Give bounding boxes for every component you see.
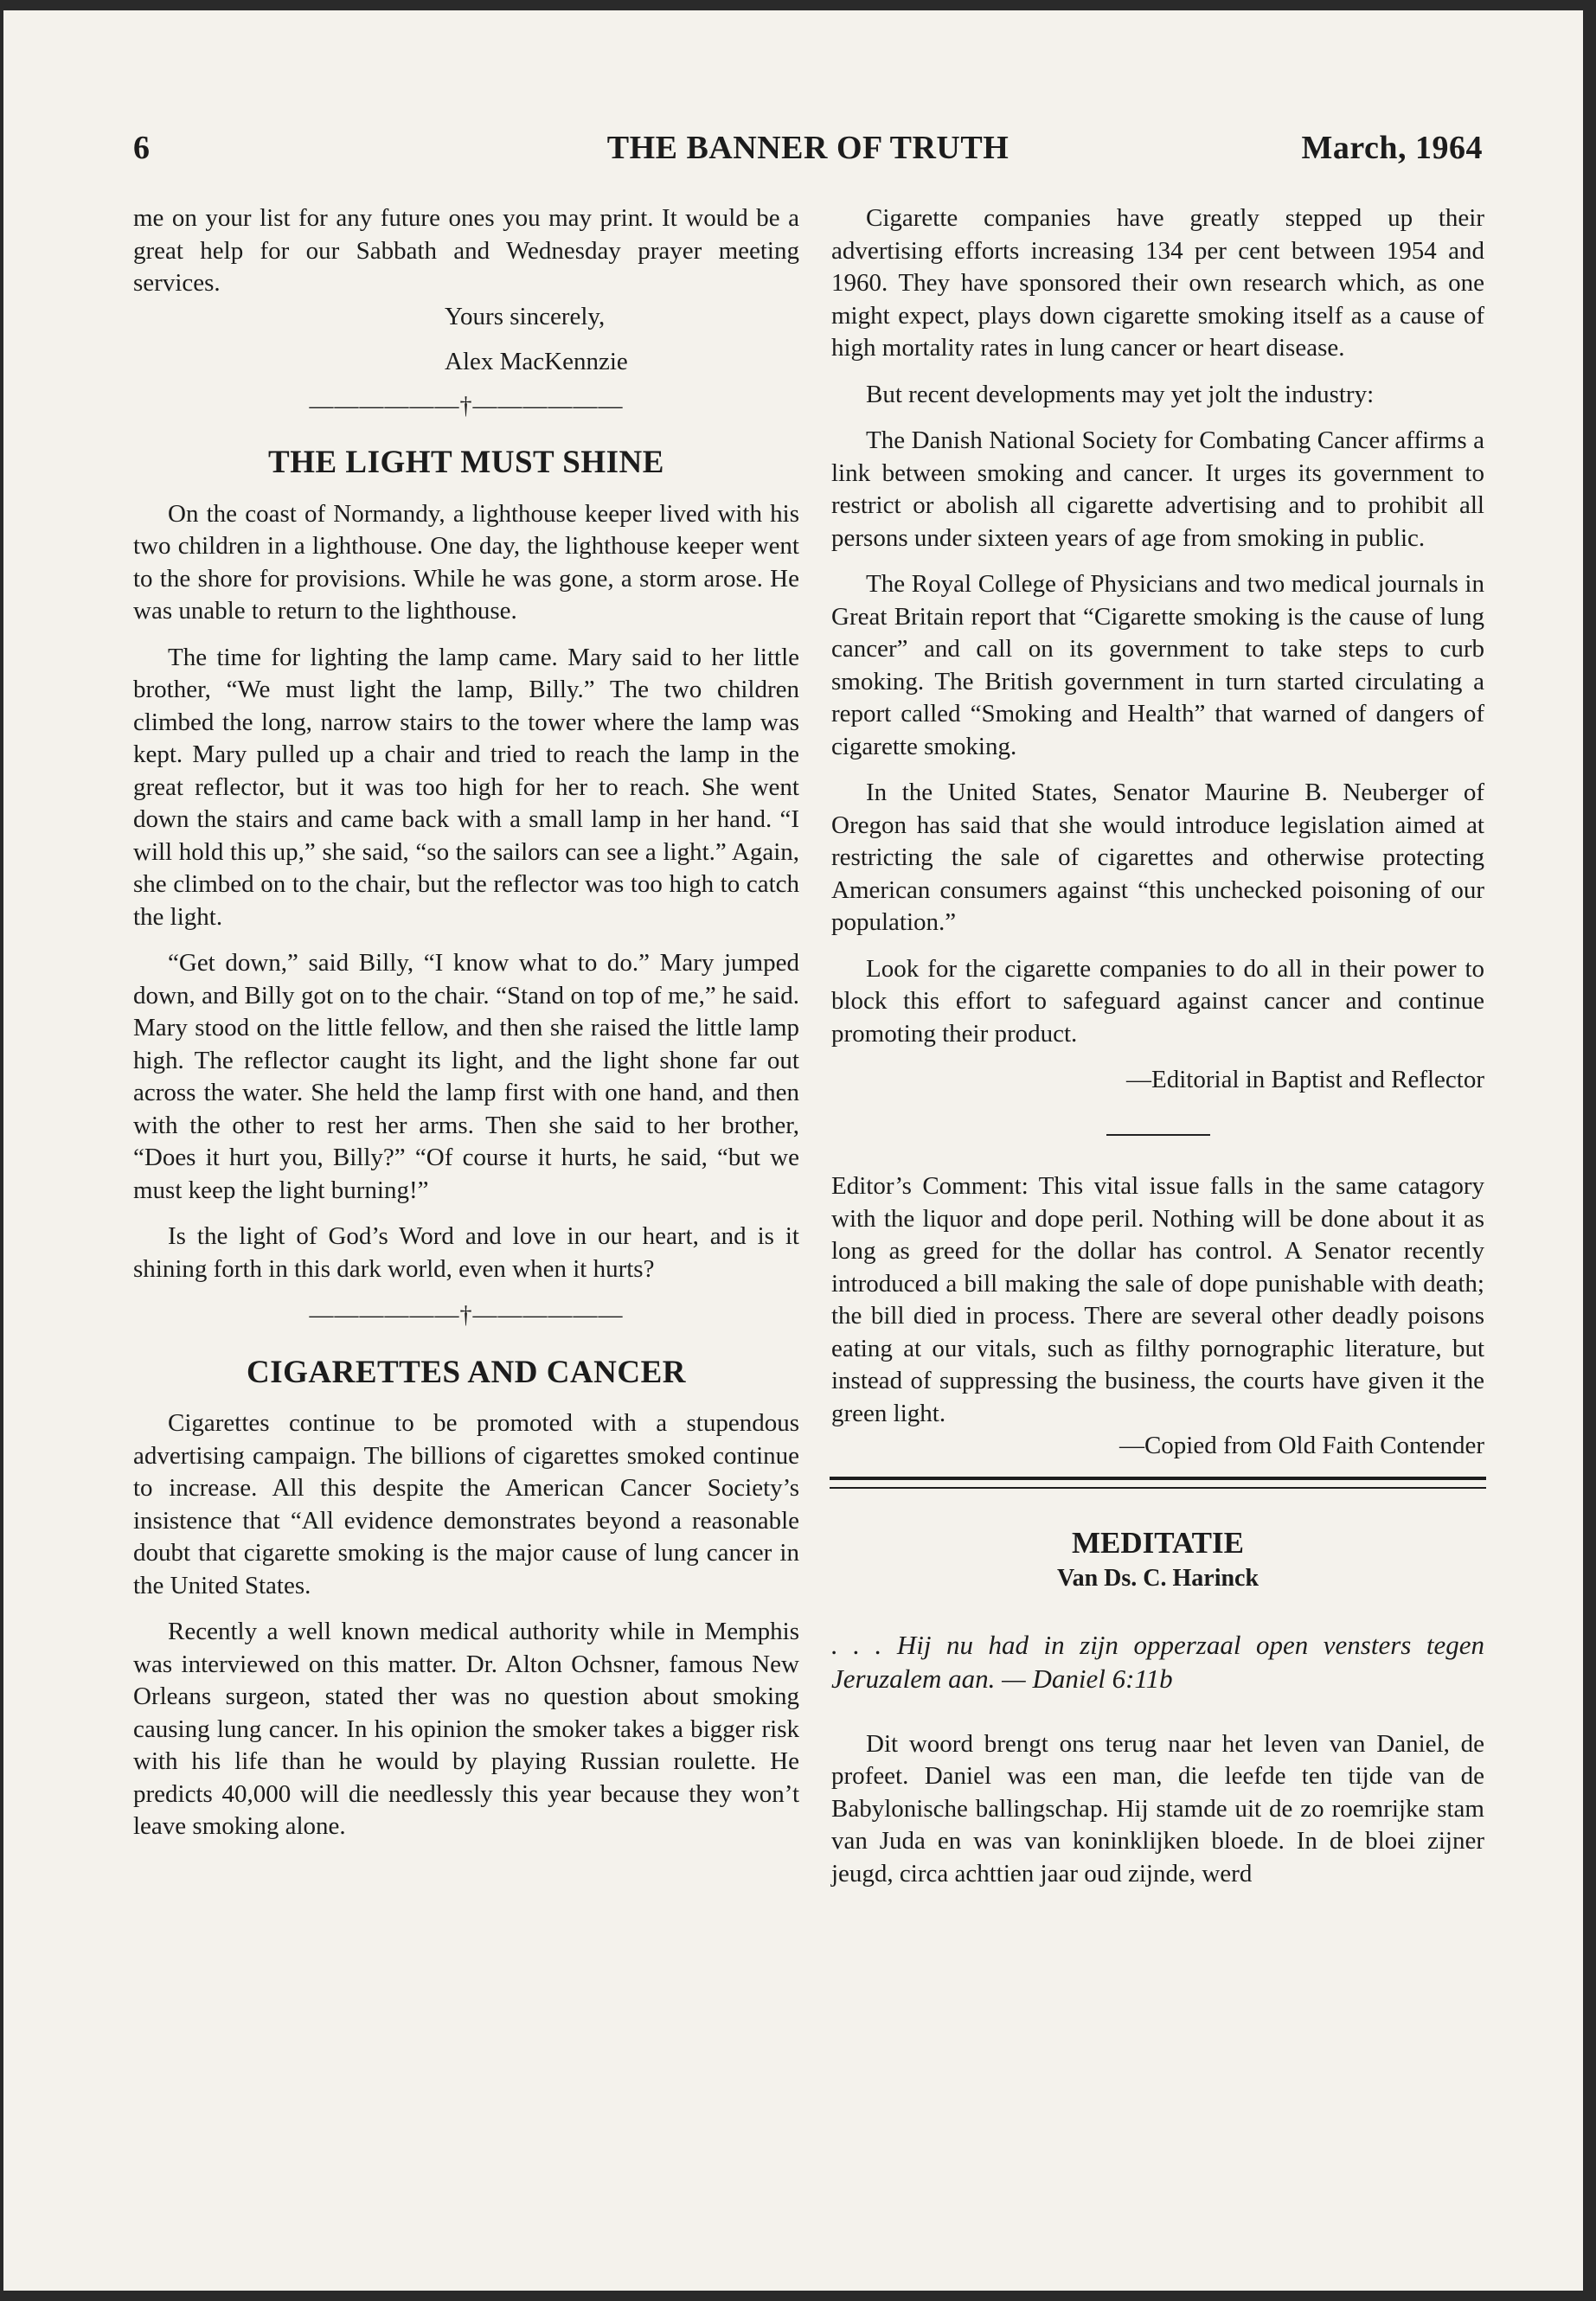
section-separator: ——————†—————— — [309, 392, 624, 420]
left-column — [133, 202, 799, 1857]
article-paragraph: Recently a well known medical authority while in Memphis was interviewed on this matter. Dr. Alton Ochsner, famous New Orleans surgeon, stated ther was no question about smoking causing lung cancer. In his opinion the smoker takes a bigger risk with his life than he would by playing Russian roulette. He predicts 40,000 will die needlessly this year because they won’t leave smoking alone. — [133, 1618, 799, 1840]
article-paragraph: In the United States, Senator Maurine B. Neuberger of Oregon has said that she would introduce legislation aimed at restricting the sale of cigarettes and otherwise protecting American consumers against “this unchecked poisoning of our population.” — [831, 779, 1484, 936]
article-title-light-must-shine: THE LIGHT MUST SHINE — [268, 445, 664, 480]
editor-comment: Editor’s Comment: This vital issue falls in the same catagory with the liquor and dope peril. Nothing will be done about it as long as greed for the dollar has control. A Senator recently introduced a bill making the sale of dope punishable with death; the bill died in process. There are several other deadly poisons eating at our vitals, such as filthy pornographic literature, but instead of suppressing the business, the courts have given it the green light. — [831, 1172, 1484, 1427]
page-header — [133, 129, 1483, 174]
article-paragraph: Look for the cigarette companies to do all in their power to block this effort to safeguard against cancer and continue promoting their product. — [831, 954, 1484, 1048]
article-paragraph: The time for lighting the lamp came. Mary said to her little brother, “We must light the lamp, Billy.” The two children climbed the long, narrow stairs to the tower where the lamp was kept. Mary pulled up a chair and tried to reach the lamp in the great reflector, but it was too high for her to reach. She went down the stairs and came back with a small lamp in her hand. “I will hold this up,” she said, “so the sailors can see a light.” Again, she climbed on to the chair, but the reflector was too high to catch the light. — [133, 643, 799, 931]
right-column — [831, 202, 1484, 1904]
attribution-editorial: —Editorial in Baptist and Reflector — [1126, 1066, 1484, 1093]
article-paragraph: “Get down,” said Billy, “I know what to do.” Mary jumped down, and Billy got on to the chair. “Stand on top of me,” he said. Mary stood on the little fellow, and then she raised the little lamp high. The reflector caught its light, and the light shone far out across the water. She held the lamp first with one hand, and then with the other to rest her arms. Then she said to her brother, “Does it hurt you, Billy?” “Of course it hurts, he said, “but we must keep the light burning!” — [133, 949, 799, 1204]
double-rule-top — [830, 1477, 1486, 1480]
publication-title: THE BANNER OF TRUTH — [606, 130, 1010, 166]
short-divider — [831, 1112, 1484, 1145]
article-paragraph: Cigarette companies have greatly stepped up their advertising efforts increasing 134 per cent between 1954 and 1960. They have sponsored their own research which, as one might expect, plays down cigarette smoking itself as a cause of high mortality rates in lung cancer or heart disease. — [831, 204, 1484, 362]
attribution-copied: —Copied from Old Faith Contender — [1118, 1432, 1484, 1459]
meditatie-paragraph: Dit woord brengt ons terug naar het leven van Daniel, de profeet. Daniel was een man, die leefde ten tijde van de Babylonische ballingschap. Hij stamde uit de zo roemrijke stam van Juda en was van koninklijken bloede. In de bloei zijner jeugd, circa achttien jaar oud zijnde, werd — [831, 1729, 1484, 1888]
section-separator: ——————†—————— — [309, 1302, 624, 1329]
article-paragraph: Cigarettes continue to be promoted with a stupendous advertising campaign. The billions of cigarettes smoked continue to increase. All this despite the American Cancer Society’s insistence that “All evidence demonstrates beyond a reasonable doubt that cigarette smoking is the major cause of lung cancer in the United States. — [133, 1409, 799, 1599]
article-paragraph: Is the light of God’s Word and love in our heart, and is it shining forth in this dark world, even when it hurts? — [133, 1222, 799, 1283]
letter-closing: Yours sincerely, — [445, 302, 606, 330]
page-number: 6 — [133, 130, 151, 166]
scripture-verse: . . . Hij nu had in zijn opperzaal open vensters tegen Jeruzalem aan. — Daniel 6:11b — [831, 1629, 1484, 1694]
article-title-cigarettes-and-cancer: CIGARETTES AND CANCER — [246, 1354, 687, 1390]
article-paragraph: The Danish National Society for Combating Cancer affirms a link between smoking and cancer. It urges its government to restrict or abolish all cigarette advertising and to prohibit all persons under sixteen years of age from smoking in public. — [831, 426, 1484, 552]
article-paragraph: But recent developments may yet jolt the industry: — [866, 380, 1375, 408]
meditatie-title: MEDITATIE — [1071, 1525, 1244, 1560]
article-paragraph: The Royal College of Physicians and two medical journals in Great Britain report that “Cigarette smoking is the cause of lung cancer” and call on its government to take steps to curb smoking. The British government in turn started circulating a report called “Smoking and Health” that warned of dangers of cigarette smoking. — [831, 570, 1484, 760]
issue-date: March, 1964 — [1301, 130, 1483, 166]
meditatie-author: Van Ds. C. Harinck — [1056, 1565, 1259, 1592]
article-paragraph: On the coast of Normandy, a lighthouse keeper lived with his two children in a lighthouse. One day, the lighthouse keeper went to the shore for provisions. While he was gone, a storm arose. He was unable to return to the lighthouse. — [133, 499, 799, 625]
double-rule-bottom — [830, 1487, 1486, 1489]
letter-ending: me on your list for any future ones you may print. It would be a great help for our Sabbath and Wednesday prayer meeting services. — [133, 204, 799, 297]
letter-signature: Alex MacKennzie — [445, 347, 628, 375]
page — [3, 10, 1583, 2291]
